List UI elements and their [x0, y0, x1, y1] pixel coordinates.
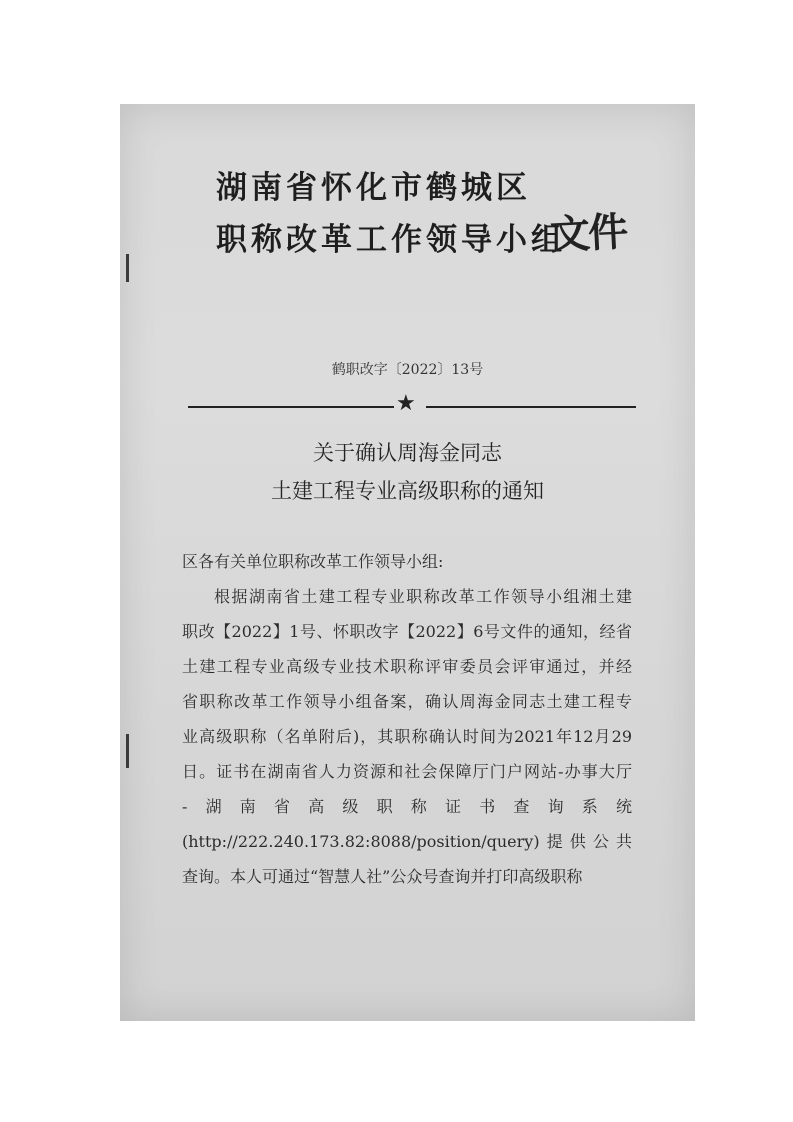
document-page	[120, 104, 695, 1021]
body-line: 职改【2022】1号、怀职改字【2022】6号文件的通知，经省	[182, 622, 632, 641]
issuing-authority	[216, 162, 566, 266]
document-number: 鹤职改字〔2022〕13号	[331, 362, 484, 378]
body-line: 日。证书在湖南省人力资源和社会保障厅门户网站-办事大厅	[182, 762, 632, 781]
issuing-authority-line-1: 湖南省怀化市鹤城区	[216, 170, 531, 206]
notice-title	[120, 434, 695, 510]
notice-title-line-2: 土建工程专业高级职称的通知	[271, 479, 544, 503]
body-line: 省职称改革工作领导小组备案，确认周海金同志土建工程专	[182, 692, 632, 711]
notice-body	[182, 544, 632, 894]
notice-title-line-1: 关于确认周海金同志	[313, 441, 502, 465]
issuing-authority-line-2: 职称改革工作领导小组	[216, 222, 566, 258]
body-line: 土建工程专业高级专业技术职称评审委员会评审通过，并经	[182, 657, 632, 676]
separator-line-left	[188, 406, 394, 408]
body-line: 根据湖南省土建工程专业职称改革工作领导小组湘土建	[214, 587, 632, 606]
body-line: 业高级职称（名单附后)，其职称确认时间为2021年12月29	[182, 727, 632, 746]
body-line: -湖南省高级职称证书查询系统	[182, 797, 632, 816]
separator-line-right	[426, 406, 636, 408]
star-icon: ★	[396, 391, 416, 416]
binding-mark-top	[126, 254, 129, 282]
body-line: 查询。本人可通过“智慧人社”公众号查询并打印高级职称	[182, 867, 583, 886]
body-line: (http://222.240.173.82:8088/position/query)提供公共	[182, 832, 632, 851]
salutation: 区各有关单位职称改革工作领导小组:	[182, 552, 444, 571]
binding-mark-bottom	[126, 734, 129, 768]
document-type-label: 文件	[549, 209, 628, 259]
